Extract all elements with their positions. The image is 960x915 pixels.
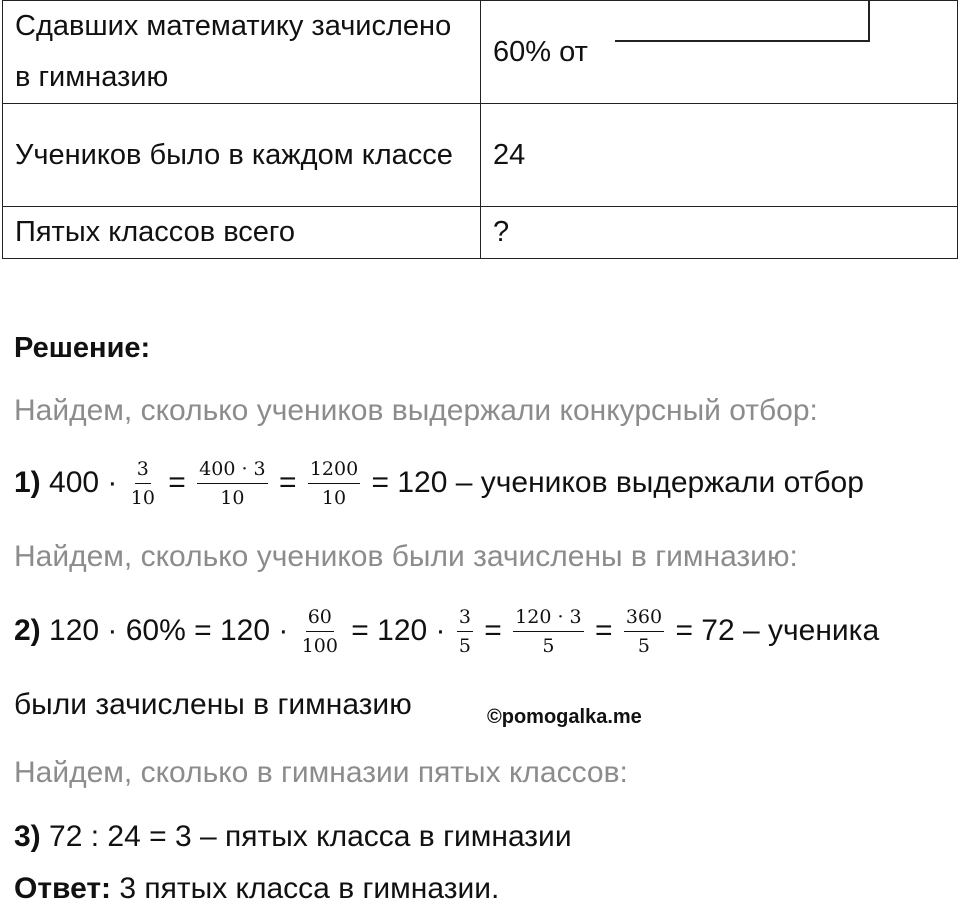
step-number: 1) <box>14 466 41 499</box>
table-row <box>3 207 958 259</box>
answer-line <box>14 868 499 910</box>
expression-text: 120 · 60% = 120 · <box>40 614 297 647</box>
fraction <box>457 606 473 657</box>
fraction <box>513 606 583 657</box>
row-value: ? <box>481 207 958 259</box>
fraction <box>308 458 360 509</box>
expression-text: 72 : 24 = 3 – пятых класса в гимназии <box>40 820 572 853</box>
equals-sign: = <box>270 466 305 499</box>
table-row <box>3 104 958 207</box>
denominator: 5 <box>542 634 555 657</box>
answer-label: Ответ: <box>14 872 112 905</box>
step-1 <box>14 452 864 514</box>
solution-heading: Решение: <box>14 331 151 364</box>
expression-text: = 120 · <box>342 614 454 647</box>
fraction <box>129 458 157 509</box>
answer-blank-bracket <box>868 0 870 42</box>
row-value: 24 <box>481 104 958 207</box>
denominator: 100 <box>301 634 338 657</box>
denominator: 5 <box>637 634 651 657</box>
step-number: 3) <box>14 820 41 853</box>
numerator: 360 <box>624 606 664 632</box>
answer-blank-line <box>615 40 870 42</box>
equals-sign: = <box>586 614 621 647</box>
denominator: 10 <box>321 486 347 509</box>
numerator: 60 <box>306 606 334 632</box>
step-2 <box>14 600 879 662</box>
hint-line: Найдем, сколько учеников были зачислены в гимназию: <box>14 540 798 573</box>
numerator: 120 · 3 <box>513 606 583 632</box>
expression-text: = 72 – ученика <box>667 614 880 647</box>
row-label: Учеников было в каждом классе <box>3 104 481 207</box>
condition-table <box>2 0 958 259</box>
expression-text: = 120 – учеников выдержали отбор <box>363 466 864 499</box>
hint-line: Найдем, сколько учеников выдержали конкурсный отбор: <box>14 394 818 427</box>
hint-line: Найдем, сколько в гимназии пятых классов: <box>14 756 628 789</box>
denominator: 10 <box>130 486 155 509</box>
step-number: 2) <box>14 614 41 647</box>
table-row <box>3 1 958 104</box>
expression-text: 400 · <box>40 466 126 499</box>
row-label: Сдавших математику зачислено в гимназию <box>3 1 481 104</box>
step-3 <box>14 816 572 858</box>
fraction <box>624 606 664 657</box>
equals-sign: = <box>159 466 195 499</box>
watermark: ©pomogalka.me <box>487 706 642 728</box>
answer-text: 3 пятых класса в гимназии. <box>111 872 500 905</box>
numerator: 3 <box>135 458 151 484</box>
equals-sign: = <box>475 614 511 647</box>
fraction <box>300 606 340 657</box>
numerator: 1200 <box>308 458 360 484</box>
row-label: Пятых классов всего <box>3 207 481 259</box>
fraction <box>197 458 267 509</box>
denominator: 10 <box>220 486 245 509</box>
numerator: 3 <box>457 606 473 632</box>
denominator: 5 <box>458 634 471 657</box>
row-value: 60% от <box>481 1 958 104</box>
numerator: 400 · 3 <box>197 458 267 484</box>
step-2-continuation: были зачислены в гимназию <box>14 688 412 721</box>
